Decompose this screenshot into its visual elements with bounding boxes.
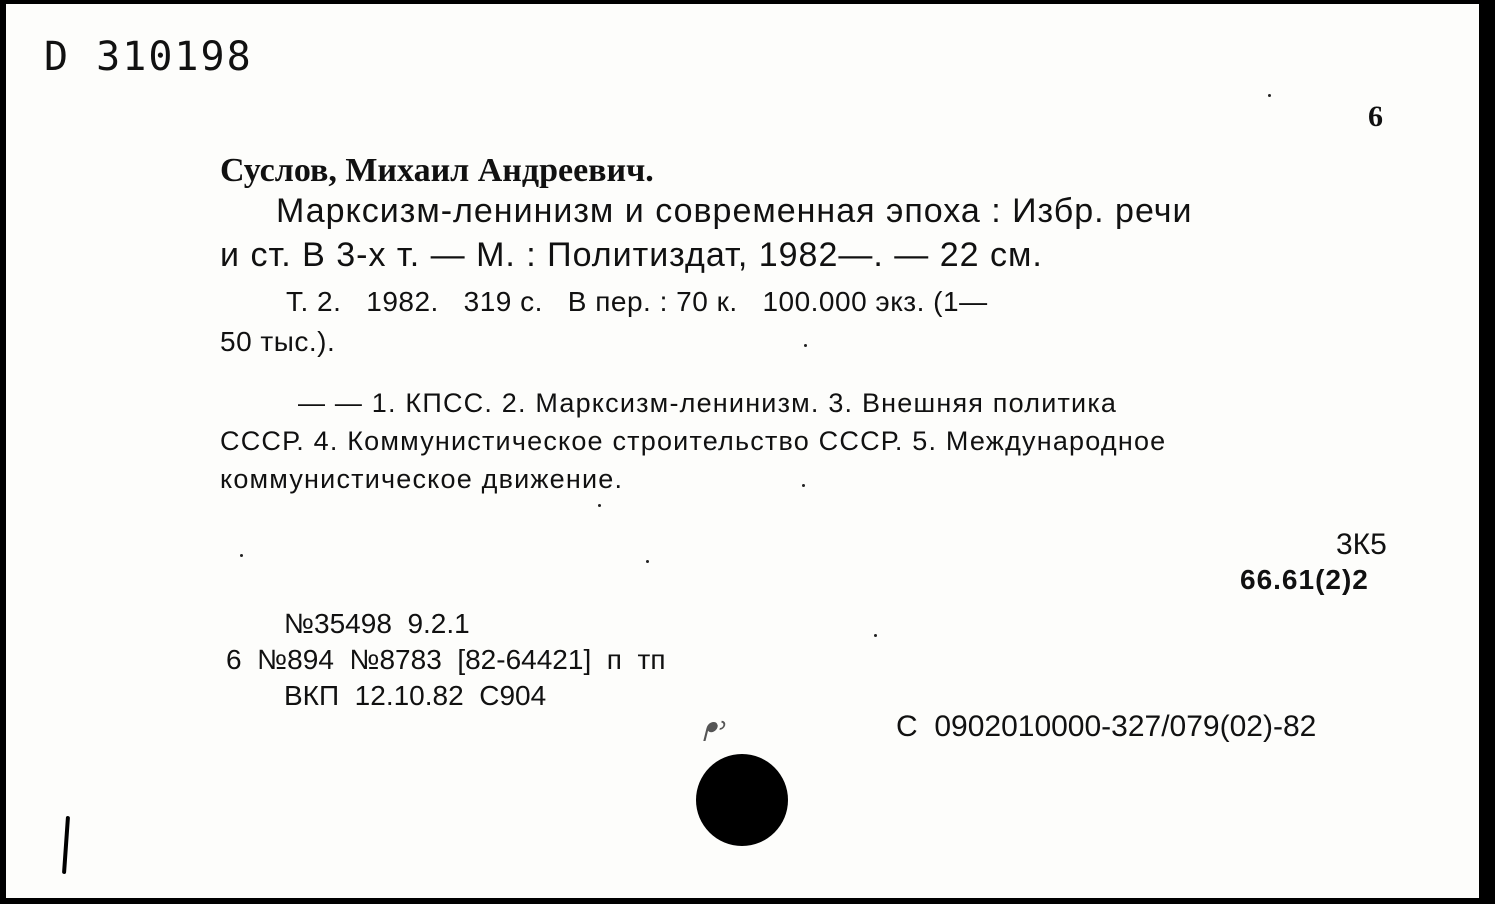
scan-speck: [874, 634, 877, 637]
scan-speck: [804, 344, 807, 347]
handwritten-ink-mark: ᖰᐣ: [702, 718, 723, 747]
subjects-line-2: СССР. 4. Коммунистическое строительство СССР. 5. Международное: [220, 426, 1167, 456]
bbk-index: 66.61(2)2: [1240, 564, 1369, 595]
inventory-stamp: D 310198: [44, 34, 253, 80]
pencil-mark: [62, 816, 70, 874]
scan-speck: [598, 504, 601, 507]
volume-line-1: Т. 2. 1982. 319 с. В пер. : 70 к. 100.000 экз. (1—: [286, 286, 988, 317]
scan-speck: [1268, 94, 1271, 97]
volume-line-2: 50 тыс.).: [220, 326, 336, 357]
classification-code: 3К5: [1336, 528, 1387, 561]
punch-hole: [696, 754, 788, 846]
title-line-2: и ст. В 3-х т. — М. : Политиздат, 1982—. — 22 см.: [220, 236, 1043, 274]
author-heading: Суслов, Михаил Андреевич.: [220, 152, 654, 189]
scan-speck: [802, 484, 805, 487]
accession-line-3: ВКП 12.10.82 С904: [284, 680, 547, 711]
accession-line-2: 6 №894 №8783 [82-64421] п тп: [226, 644, 666, 675]
subjects-line-3: коммунистическое движение.: [220, 464, 624, 494]
catalog-card: [6, 4, 1483, 898]
accession-line-1: №35498 9.2.1: [284, 608, 470, 639]
subjects-line-1: — — 1. КПСС. 2. Марксизм-ленинизм. 3. Внешняя политика: [298, 388, 1118, 418]
scan-speck: [646, 560, 649, 563]
catalog-code: С 0902010000-327/079(02)-82: [896, 710, 1317, 743]
page-number: 6: [1368, 100, 1383, 133]
scan-speck: [240, 554, 243, 557]
title-line-1: Марксизм-ленинизм и современная эпоха : Избр. речи: [276, 192, 1193, 230]
